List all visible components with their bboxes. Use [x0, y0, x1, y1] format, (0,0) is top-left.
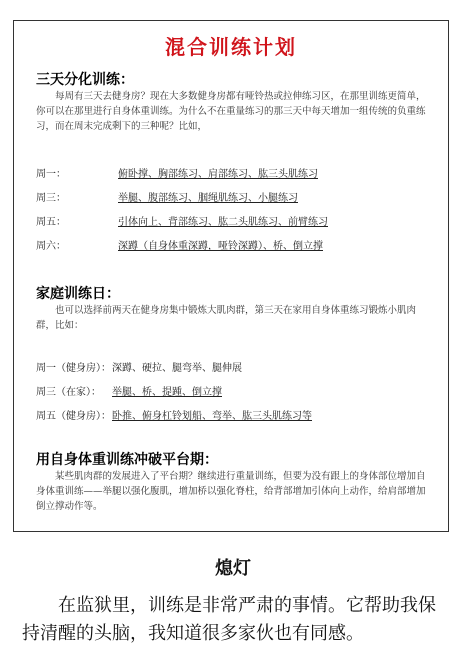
- row-day: 周五：: [36, 217, 66, 228]
- section-heading-split: 三天分化训练：: [36, 72, 134, 88]
- split-row-sat: [36, 237, 323, 252]
- row-day: 周六：: [36, 241, 66, 252]
- row-content: 举腿、桥、提踵、倒立撑: [112, 387, 222, 398]
- row-content: 俯卧撑、胸部练习、肩部练习、肱三头肌练习: [118, 169, 318, 180]
- article-heading: 熄灯: [215, 558, 251, 579]
- split-row-wed: [36, 189, 298, 204]
- section-heading-home: 家庭训练日：: [36, 286, 120, 302]
- row-day: 周三：: [36, 193, 66, 204]
- section-paragraph-home: 也可以选择前两天在健身房集中锻炼大肌肉群，第三天在家用自身体重练习锻炼小肌肉群，比如：: [36, 305, 417, 331]
- section-paragraph-split: 每周有三天去健身房？现在大多数健身房都有哑铃热或拉伸练习区，在那里训练更简单，你可以在那里进行自身体重训练。为什么不在重量练习的那三天中每天增加一组传统的负重练习，而在周末完成剩下的三种呢？比如，: [36, 91, 426, 132]
- training-plan-card: [13, 20, 449, 532]
- row-content: 引体向上、背部练习、肱二头肌练习、前臂练习: [118, 217, 328, 228]
- row-day: 周五（健身房）：: [36, 411, 111, 422]
- section-paragraph-plateau: 某些肌肉群的发展进入了平台期？继续进行重量训练，但要为没有跟上的身体部位增加自身体重训练——举腿以强化腹肌，增加桥以强化脊柱，给背部增加引体向上动作，给肩部增加倒立撑动作等。: [36, 471, 426, 512]
- split-row-mon: [36, 165, 318, 180]
- article-paragraph: 在监狱里，训练是非常严肃的事情。它帮助我保持清醒的头脑，我知道很多家伙也有同感。: [22, 595, 436, 644]
- row-content: 卧推、俯身杠铃划船、弯举、肱三头肌练习等: [112, 411, 312, 422]
- section-heading-plateau: 用自身体重训练冲破平台期：: [36, 452, 218, 468]
- home-row-fri: [36, 407, 312, 422]
- row-content: 深蹲（自身体重深蹲，哑铃深蹲）、桥、倒立撑: [118, 241, 323, 252]
- split-row-fri: [36, 213, 328, 228]
- home-row-mon: [36, 359, 242, 374]
- row-day: 周三（在家）：: [36, 387, 101, 398]
- row-day: 周一：: [36, 169, 66, 180]
- row-day: 周一（健身房）：: [36, 363, 111, 374]
- card-title: 混合训练计划: [165, 35, 297, 59]
- row-content: 深蹲、硬拉、腿弯举、腿伸展: [112, 363, 242, 374]
- row-content: 举腿、腹部练习、腘绳肌练习、小腿练习: [118, 193, 298, 204]
- home-row-wed: [36, 383, 222, 398]
